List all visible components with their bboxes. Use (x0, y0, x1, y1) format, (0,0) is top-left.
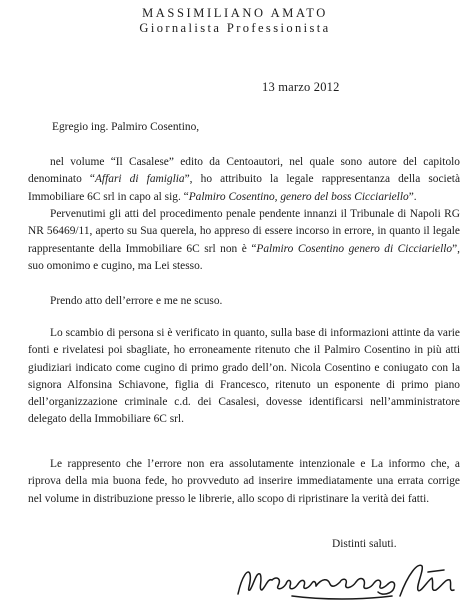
paragraph-2-text-b: ”, suo omonimo e cugino, ma Lei stesso. (28, 242, 460, 272)
paragraph-1-text-b: ”, ho attribuito la legale rappresentanza della società Immobiliare 6C srl in capo al sig. “ (28, 173, 460, 203)
salutation: Egregio ing. Palmiro Cosentino, (52, 121, 200, 133)
paragraph-4-text: Lo scambio di persona si è verificato in quanto, sulla base di informazioni attinte da varie fonti e rivelatesi poi sbagliate, ho erroneamente ritenuto che il Palmiro Cosentino in più atti giudiziari indicato come cugino di primo grado dell’on. Nicola Cosentino e coniugato con la signora Alfonsina Schiavone, figlia di Francesco, ritenuto un esponente di primo piano dell’organizzazione criminale c.d. dei Casalesi, dovesse identificarsi nell’amministratore delegato della Immobiliare 6C srl. (28, 327, 460, 426)
chapter-title: Affari di famiglia (94, 173, 185, 186)
author-name: MASSIMILIANO AMATO (142, 6, 328, 20)
paragraph-2 (28, 206, 460, 275)
letterhead (0, 6, 470, 36)
author-role: Giornalista Professionista (139, 21, 331, 35)
paragraph-1-text-c: ”. (408, 190, 417, 203)
paragraph-2-text-a: Pervenutimi gli atti del procedimento penale pendente innanzi il Tribunale di Napoli RG NR 56469/11, aperto su Sua querela, ho appreso di essere incorso in errore, in quanto il legale rappresentante della Immobiliare 6C srl non è “ (28, 208, 460, 255)
letter-date: 13 marzo 2012 (262, 80, 340, 94)
paragraph-1 (28, 154, 460, 206)
signature-drawing (232, 556, 464, 606)
quoted-correction: Palmiro Cosentino genero di Cicciariello (256, 242, 453, 255)
paragraph-3-text: Prendo atto dell’errore e me ne scuso. (50, 295, 223, 307)
handwritten-signature (232, 556, 464, 606)
closing: Distinti saluti. (332, 538, 397, 550)
paragraph-1-text-a: nel volume “Il Casalese” edito da Centoautori, nel quale sono autore del capitolo denominato “ (28, 156, 460, 186)
quoted-attribution: Palmiro Cosentino, genero del boss Cicciariello (188, 190, 409, 203)
paragraph-4 (28, 325, 460, 429)
paragraph-5 (28, 456, 460, 508)
paragraph-3 (28, 293, 460, 310)
paragraph-5-text: Le rappresento che l’errore non era assolutamente intenzionale e La informo che, a riprova della mia buona fede, ho provveduto ad inserire immediatamente una errata corrige nel volume in distribuzione presso le librerie, allo scopo di ripristinare la verità dei fatti. (28, 458, 460, 505)
